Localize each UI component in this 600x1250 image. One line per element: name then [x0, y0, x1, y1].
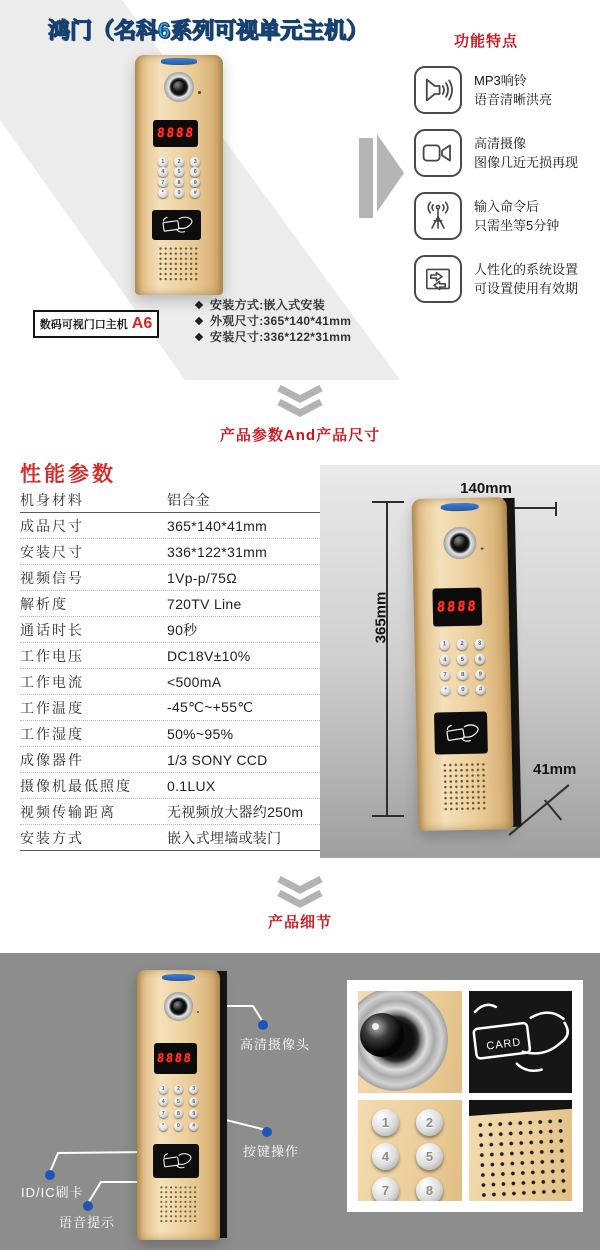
callout-camera: 高清摄像头 [240, 1037, 311, 1052]
card-reader [153, 1144, 199, 1178]
speaker-icon [414, 66, 462, 114]
spec-row [20, 747, 320, 773]
spec-label: 通话时长 [20, 621, 84, 638]
spec-label: 机身材料 [20, 491, 84, 508]
feature-line1: 人性化的系统设置 [474, 262, 579, 277]
spec-value: 1/3 SONY CCD [167, 751, 268, 768]
features-title: 功能特点 [454, 33, 519, 50]
spec-label: 安装尺寸 [20, 543, 84, 560]
mic-hole [197, 1011, 200, 1014]
spec-row [20, 799, 320, 825]
install-bullet-list [196, 297, 351, 345]
spec-row [20, 539, 320, 565]
feature-line1: 输入命令后 [474, 199, 540, 214]
feature-line2: 可设置使用有效期 [474, 281, 579, 296]
keypad-key-1: 1 [158, 157, 168, 167]
bullet-text: 安装尺寸:336*122*31mm [210, 330, 352, 344]
swap-arrows-icon [414, 255, 462, 303]
spec-row [20, 721, 320, 747]
keypad-key-8: 8 [174, 178, 184, 188]
right-arrow-icon [377, 134, 404, 212]
product-photo-front [135, 55, 223, 295]
install-bullet [196, 329, 351, 344]
keypad-key-#: # [475, 685, 486, 696]
model-code: A6 [131, 315, 153, 332]
card-reader-detail-photo [469, 991, 573, 1093]
brand-logo [161, 58, 196, 64]
feature-line2: 语音清晰洪亮 [474, 92, 553, 107]
callout-dot [258, 1020, 268, 1030]
led-digits: 8888 [436, 598, 479, 616]
detail-key-4: 4 [372, 1143, 399, 1170]
keypad-key-1: 1 [159, 1085, 168, 1094]
spec-value: -45℃~+55℃ [167, 699, 254, 715]
led-display [154, 1043, 197, 1074]
keypad-key-9: 9 [189, 1109, 198, 1118]
spec-value: 720TV Line [167, 595, 242, 612]
device-front-panel [412, 497, 514, 831]
spec-row [20, 565, 320, 591]
callout-dot [45, 1170, 55, 1180]
spec-value: <500mA [167, 673, 222, 690]
product-photo-detail-view [137, 970, 220, 1240]
spec-value: 无视频放大器约250m [167, 803, 304, 820]
depth-tick [544, 799, 562, 820]
spec-value: 铝合金 [167, 491, 210, 508]
spec-value: 90秒 [167, 621, 198, 638]
card-reader [152, 210, 201, 240]
mic-hole [198, 91, 201, 94]
keypad-key-9: 9 [475, 669, 486, 680]
led-display [153, 120, 199, 148]
page-title: 鸿门（名科6系列可视单元主机） [48, 18, 369, 43]
keypad-key-2: 2 [457, 639, 468, 650]
keypad-key-3: 3 [189, 1085, 198, 1094]
keypad-key-#: # [189, 1122, 198, 1131]
keypad [157, 1085, 200, 1131]
keypad-key-8: 8 [174, 1109, 183, 1118]
detail-key-7: 7 [372, 1177, 399, 1202]
callout-dot [83, 1201, 93, 1211]
spec-label: 成像器件 [20, 751, 84, 768]
height-dimension-label: 365mm [372, 591, 390, 644]
spec-value: 336*122*31mm [167, 543, 268, 560]
model-prefix: 数码可视门口主机 [39, 319, 128, 331]
camera-pupil [453, 536, 466, 549]
camera-lens [443, 526, 476, 559]
install-bullet [196, 297, 351, 312]
feature-item [414, 192, 600, 240]
details-section [0, 953, 600, 1250]
brand-logo [162, 974, 195, 981]
keypad-key-*: * [158, 188, 168, 198]
speaker-grille [158, 246, 199, 281]
feature-item [414, 66, 600, 114]
spec-label: 视频传输距离 [20, 803, 116, 820]
keypad-key-0: 0 [458, 685, 469, 696]
feature-line1: 高清摄像 [474, 136, 527, 151]
product-photo-dimension-view [412, 497, 514, 831]
led-display [432, 587, 482, 626]
feature-line2: 图像几近无损再现 [474, 155, 579, 170]
spec-row [20, 773, 320, 799]
feature-text [474, 134, 578, 172]
callout-keypad: 按键操作 [243, 1144, 300, 1159]
spec-label: 解析度 [20, 595, 68, 612]
feature-item [414, 255, 600, 303]
feature-line2: 只需坐等5分钟 [474, 218, 560, 233]
spec-label: 工作湿度 [20, 725, 84, 742]
keypad-key-0: 0 [174, 188, 184, 198]
keypad-key-0: 0 [174, 1122, 183, 1131]
panel-edge [469, 1100, 573, 1116]
detail-key-5: 5 [416, 1143, 443, 1170]
keypad-key-*: * [440, 685, 451, 696]
spec-value: 0.1LUX [167, 777, 216, 794]
brand-logo [440, 502, 478, 511]
keypad [437, 639, 488, 696]
dimension-figure [320, 465, 600, 858]
keypad-key-4: 4 [158, 167, 168, 177]
spec-row [20, 591, 320, 617]
spec-label: 摄像机最低照度 [20, 777, 132, 794]
features-list [412, 66, 600, 303]
camera-pupil [173, 81, 185, 93]
keypad-key-6: 6 [475, 654, 486, 665]
diamond-bullet-icon [195, 316, 203, 324]
card-swipe-icon [469, 991, 573, 1093]
keypad-key-5: 5 [174, 1097, 183, 1106]
speaker-holes [475, 1115, 568, 1197]
detail-key-8: 8 [416, 1177, 443, 1202]
diamond-bullet-icon [195, 332, 203, 340]
keypad-key-2: 2 [174, 157, 184, 167]
feature-line1: MP3响铃 [474, 73, 527, 88]
device-front-panel [137, 970, 220, 1240]
callout-dot [262, 1127, 272, 1137]
specs-title: 性能参数 [20, 463, 116, 486]
double-chevron-down-icon [277, 385, 323, 419]
keypad-key-8: 8 [457, 670, 468, 681]
keypad-key-5: 5 [457, 654, 468, 665]
spec-value: 1Vp-p/75Ω [167, 569, 237, 586]
spec-label: 视频信号 [20, 569, 84, 586]
spec-row [20, 669, 320, 695]
keypad-key-6: 6 [190, 167, 200, 177]
section-label-details: 产品细节 [267, 914, 332, 931]
bullet-text: 外观尺寸:365*140*41mm [210, 314, 352, 328]
double-chevron-down-icon [277, 876, 323, 910]
spec-label: 安装方式 [20, 829, 84, 846]
keypad-key-7: 7 [440, 670, 451, 681]
video-camera-icon [414, 129, 462, 177]
spec-row [20, 617, 320, 643]
keypad-key-1: 1 [439, 639, 450, 650]
speaker-grille [442, 761, 488, 810]
device-front-panel [135, 55, 223, 295]
card-reader [434, 712, 488, 755]
install-bullet [196, 313, 351, 328]
callout-card: ID/IC刷卡 [21, 1185, 84, 1200]
spec-value: 嵌入式埋墙或装门 [167, 829, 282, 846]
detail-key-1: 1 [372, 1109, 399, 1136]
detail-photo-grid [347, 980, 583, 1212]
mic-hole [481, 547, 484, 550]
speaker-detail-photo [469, 1100, 573, 1202]
keypad-key-4: 4 [440, 655, 451, 666]
keypad-key-4: 4 [159, 1097, 168, 1106]
speaker-grille [159, 1185, 198, 1224]
section-label-params: 产品参数And产品尺寸 [219, 427, 381, 444]
keypad-key-2: 2 [174, 1085, 183, 1094]
svg-text:CARD: CARD [485, 1036, 522, 1053]
keypad-key-3: 3 [474, 639, 485, 650]
spec-label: 成品尺寸 [20, 517, 84, 534]
keypad-key-6: 6 [189, 1097, 198, 1106]
spec-row [20, 825, 320, 851]
width-dimension-label: 140mm [460, 480, 512, 497]
keypad [156, 157, 202, 198]
spec-value: DC18V±10% [167, 647, 251, 664]
features-panel [412, 30, 600, 303]
callout-voice: 语音提示 [59, 1215, 116, 1230]
spec-label: 工作电流 [20, 673, 84, 690]
keypad-key-3: 3 [190, 157, 200, 167]
right-arrow-icon [359, 138, 373, 218]
camera-detail-photo [358, 991, 462, 1093]
led-digits: 8888 [155, 126, 196, 142]
detail-key-2: 2 [416, 1109, 443, 1136]
spec-row [20, 487, 320, 513]
keypad-key-*: * [159, 1122, 168, 1131]
keypad-key-#: # [190, 188, 200, 198]
keypad-detail-photo [358, 1100, 462, 1202]
spec-row [20, 695, 320, 721]
camera-pupil [173, 1001, 184, 1012]
keypad-key-5: 5 [174, 167, 184, 177]
feature-text [474, 71, 552, 109]
diamond-bullet-icon [195, 300, 203, 308]
spec-table [20, 487, 320, 851]
camera-lens [164, 72, 194, 102]
keypad-key-7: 7 [158, 178, 168, 188]
keypad-key-9: 9 [190, 178, 200, 188]
spec-value: 365*140*41mm [167, 517, 268, 534]
height-dimension-line [386, 501, 388, 817]
spec-row [20, 513, 320, 539]
camera-lens-icon [358, 991, 448, 1091]
camera-lens [164, 992, 192, 1020]
spec-label: 工作电压 [20, 647, 84, 664]
depth-dimension-label: 41mm [533, 761, 577, 778]
keypad-key-7: 7 [159, 1109, 168, 1118]
model-label-box [33, 310, 159, 338]
led-digits: 8888 [156, 1051, 194, 1066]
spec-value: 50%~95% [167, 725, 234, 742]
bullet-text: 安装方式:嵌入式安装 [210, 298, 325, 312]
feature-text [474, 197, 559, 235]
spec-row [20, 643, 320, 669]
spec-label: 工作温度 [20, 699, 84, 716]
feature-item [414, 129, 600, 177]
feature-text [474, 260, 578, 298]
antenna-icon [414, 192, 462, 240]
